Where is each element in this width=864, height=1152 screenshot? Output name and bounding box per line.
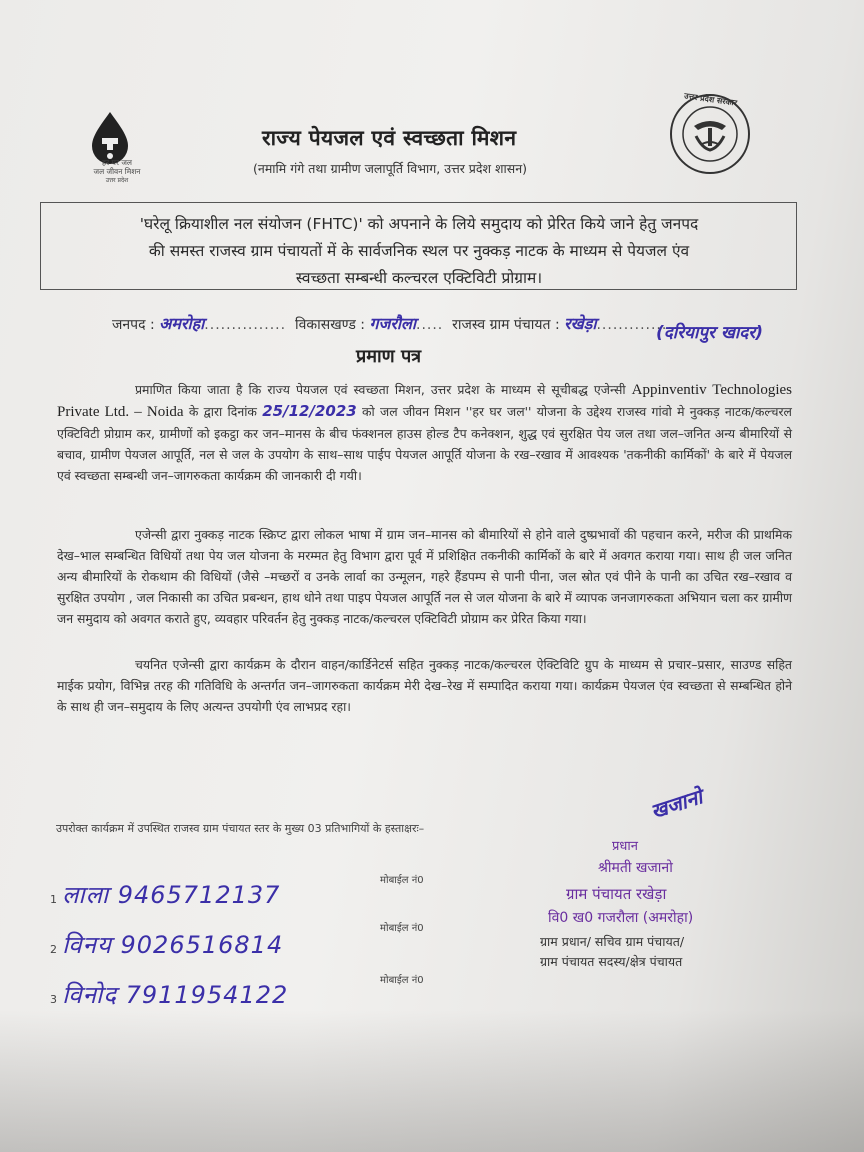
participant-row: [50, 928, 283, 961]
seal-text: उत्तर प्रदेश सरकार: [683, 91, 738, 108]
pradhan-signature: खजानो: [647, 784, 706, 824]
banner-line: 'घरेलू क्रियाशील नल संयोजन (FHTC)' को अपनाने के लिये समुदाय को प्रेरित किये जाने हेतु जनपद: [139, 215, 699, 233]
block-value: गजरौला: [369, 314, 416, 333]
participant-row: [50, 878, 280, 911]
program-banner: [40, 202, 797, 290]
stamp-line: वि0 ख0 गजरौला (अमरोहा): [548, 910, 694, 926]
banner-line: स्वच्छता सम्बन्धी कल्चरल एक्टिविटी प्रोग्राम।: [295, 269, 543, 287]
page-title: राज्य पेयजल एवं स्वच्छता मिशन: [262, 126, 517, 150]
gp-value: रखेड़ा: [564, 314, 597, 333]
participant-row: [50, 978, 288, 1011]
mobile-label: मोबाईल नं0: [380, 975, 424, 986]
certificate-heading: प्रमाण पत्र: [356, 346, 422, 367]
stamp-line: प्रधान: [612, 839, 638, 854]
designation: [540, 932, 684, 972]
designation-line: ग्राम प्रधान/ सचिव ग्राम पंचायत/: [540, 934, 685, 949]
paragraph-1: [57, 379, 792, 486]
banner-line: की समस्त राजस्व ग्राम पंचायतों में के सार्वजनिक स्थल पर नुक्कड़ नाटक के माध्यम से पेयजल एंव: [148, 242, 690, 260]
participant-number: 2: [50, 943, 57, 956]
logo-tagline: हर घर जल: [102, 158, 132, 167]
district-value: अमरोहा: [159, 314, 205, 333]
paragraph-3: [57, 654, 792, 717]
p3-text: चयनित एजेन्सी द्वारा कार्यक्रम के दौरान वाहन/कार्डिनेटर्स सहित नुक्कड़ नाटक/कल्चरल ऐक्टिविटि ग्रुप के माध्यम से प्रचार–प्रसार, साउण्ड सहित माईक प्रयोग, विभिन्न तरह की गतिविधि के अन्तर्गत जन–जागरुकता कार्यक्रम मेरी देख–रेख में सम्पादित कराया गया। कार्यक्रम पेयजल एंव स्वच्छता से सम्बन्धित होने के साथ ही जन–समुदाय के लिए अत्यन्त उपयोगी एंव लाभप्रद रहा।: [57, 657, 793, 714]
block-label: विकासखण्ड :: [294, 317, 365, 333]
agency-name: Appinventiv Technologies Private Ltd. – Noida: [57, 382, 792, 420]
p1-text: प्रमाणित किया जाता है कि राज्य पेयजल एवं स्वच्छता मिशन, उत्तर प्रदेश के माध्यम से सूचीबद्ध एजेन्सी: [135, 382, 626, 397]
logo-tagline: उत्तर प्रदेश: [105, 177, 129, 184]
designation-line: ग्राम पंचायत सदस्य/क्षेत्र पंचायत: [540, 954, 683, 969]
page-subtitle: (नमामि गंगे तथा ग्रामीण जलापूर्ति विभाग, उत्तर प्रदेश शासन): [253, 161, 528, 176]
participant-signature: विनय 9026516814: [62, 931, 284, 959]
p2-text: एजेन्सी द्वारा नुक्कड़ नाटक स्क्रिप्ट द्वारा लोकल भाषा में ग्राम जन–मानस को बीमारियों से होने वाले दुष्प्रभावों की पहचान करने, मरीज की प्राथमिक देख–भाल सम्बन्धित विधियों तथा पेय जल योजना के मरम्मत हेतु विभाग द्वारा पूर्व में प्रशिक्षित तकनीकी कार्मिकों के बारे में अवगत कराया गया। साथ ही जल जनित अन्य बीमारियों के रोकथाम की विधियों (जैसे –मच्छरों व उनके लार्वा का उन्मूलन, गहरे हैंडपम्प से पानी पीना, जल स्रोत एवं पीने के पानी का उचित रख–रखाव व सुरक्षित उपयोग , जल निकासी का उचित प्रबन्धन, हाथ धोने तथा पाइप पेयजल आपूर्ति नल से जल योजना के बारे में व्यापक जनजागरुकता अभियान चला कर ग्रामीण जन समुदाय को अवगत कराते हुए, व्यवहार परिवर्तन हेतु नुक्कड़ नाटक/कल्चरल एक्टिविटी प्रोग्राम कर प्रेरित किया गया।: [57, 527, 792, 626]
stamp-line: श्रीमती खजानो: [598, 860, 673, 876]
photo-shadow: [0, 1010, 864, 1152]
participant-number: 1: [50, 893, 57, 906]
gp-label: राजस्व ग्राम पंचायत :: [452, 317, 560, 333]
up-government-seal: [668, 92, 764, 176]
jal-jeevan-mission-logo: [78, 108, 158, 192]
logo-tagline: जल जीवन मिशन: [93, 167, 141, 176]
participant-signature: विनोद 7911954122: [62, 981, 289, 1009]
stamp-line: ग्राम पंचायत रखेड़ा: [566, 885, 667, 903]
p1-text: को जल जीवन मिशन ''हर घर जल'' योजना के उद्देश्य राजस्व गांवो मे नुक्कड़ नाटक/कल्चरल एक्टिविटी प्रोग्राम कर, ग्रामीणों को इकट्ठा कर जन–मानस के बीच फंक्शनल हाउस होल्ड टैप कनेक्शन, शुद्ध एवं सुरक्षित पेय जल तथा जल–जनित अन्य बीमारियों से बचाव, ग्रामीण पेयजल आपूर्ति, नल से जल के उपयोग के साथ–साथ पाईप पेयजल आपूर्ति योजना के रख–रखाव में आवश्यक 'तकनीकी कार्मिकों' के बारे में पेयजल एवं स्वच्छता सम्बन्धी जन–जागरुकता कार्यक्रम की जानकारी दी गयी।: [57, 404, 792, 483]
participant-signature: लाला 9465712137: [62, 881, 281, 909]
paragraph-2: [57, 524, 792, 629]
location-row: जनपद : अमरोहा............... विकासखण्ड : गजरौला..... राजस्व ग्राम पंचायत : रखेड़ा..............: [112, 314, 673, 333]
gp-extra-value: (दरियापुर खादर): [656, 323, 764, 343]
participant-number: 3: [50, 993, 57, 1006]
mobile-label: मोबाईल नं0: [380, 923, 424, 934]
p1-text: के द्वारा दिनांक: [188, 404, 257, 419]
district-label: जनपद :: [112, 317, 155, 333]
participants-intro: उपरोक्त कार्यक्रम में उपस्थित राजस्व ग्राम पंचायत स्तर के मुख्य 03 प्रतिभागियों के हस्ताक्षरः–: [56, 822, 425, 835]
program-date: 25/12/2023: [262, 402, 357, 420]
mobile-label: मोबाईल नं0: [380, 875, 424, 886]
